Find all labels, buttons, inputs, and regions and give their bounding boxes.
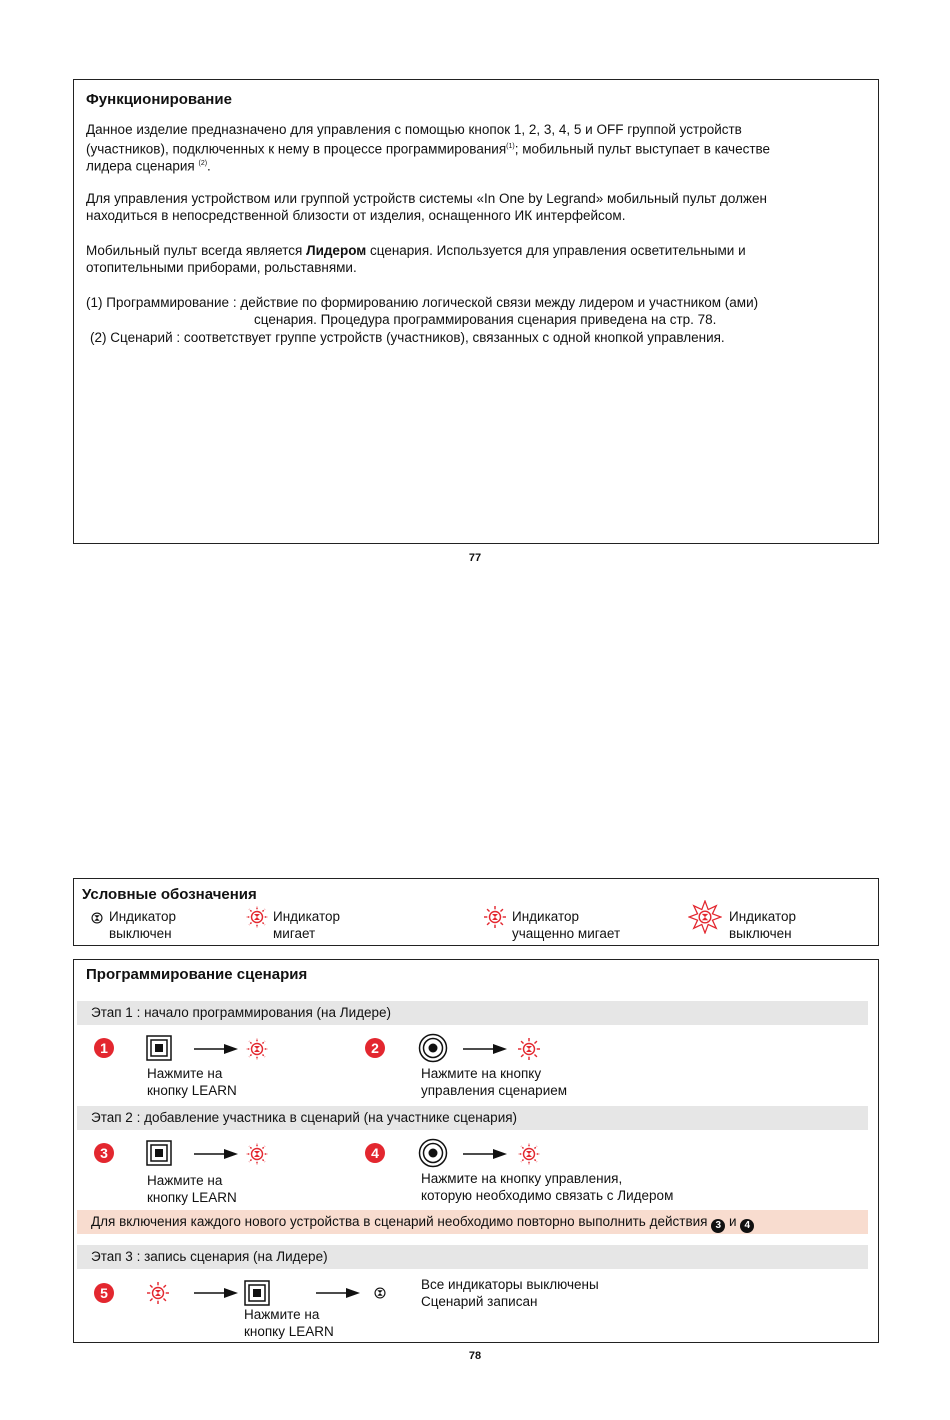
functioning-panel <box>73 79 879 544</box>
arrow-icon <box>194 1288 238 1298</box>
step-5-line-2: кнопку LEARN <box>244 1324 334 1339</box>
legend-item-1-line-1: Индикатор <box>109 909 177 924</box>
led-blinking-icon <box>246 1143 268 1165</box>
arrow-icon <box>316 1288 360 1298</box>
arrow-icon <box>463 1149 507 1159</box>
led-fast-blinking-icon <box>147 1282 169 1304</box>
legend-title: Условные обозначения <box>82 886 257 903</box>
step-1-line-2: кнопку LEARN <box>147 1083 237 1098</box>
learn-button-icon <box>244 1280 270 1306</box>
step-4-badge: 4 <box>365 1143 385 1163</box>
step-3-ref-badge: 3 <box>711 1219 725 1233</box>
led-on-icon <box>688 900 722 934</box>
led-fast-blinking-icon <box>484 906 506 928</box>
stage-3-band: Этап 3 : запись сценария (на Лидере) <box>77 1245 868 1269</box>
footnote-1-line-1: (1) Программирование : действие по формированию логической связи между лидером и участником (ами) <box>86 295 759 310</box>
step-1-line-1: Нажмите на <box>147 1066 223 1081</box>
step-5-line-1: Нажмите на <box>244 1307 320 1322</box>
arrow-icon <box>194 1149 238 1159</box>
paragraph-1-line-2-text-b: ; мобильный пульт выступает в качестве <box>514 141 771 157</box>
page-number-77: 77 <box>468 552 482 564</box>
led-fast-blinking-icon <box>518 1038 540 1060</box>
step-5-result-line-1: Все индикаторы выключены <box>421 1277 599 1292</box>
footnote-1-line-2: сценария. Процедура программирования сценария приведена на стр. 78. <box>254 312 717 327</box>
programming-panel <box>73 959 879 1343</box>
legend-item-3-line-1: Индикатор <box>512 909 580 924</box>
paragraph-3-line-1 <box>86 242 746 259</box>
legend-item-4-line-1: Индикатор <box>729 909 797 924</box>
step-2-badge: 2 <box>365 1038 385 1058</box>
legend-item-2-line-1: Индикатор <box>273 909 341 924</box>
stage-1-band: Этап 1 : начало программирования (на Лидере) <box>77 1001 868 1025</box>
paragraph-1-line-3-text-b: . <box>207 158 211 174</box>
learn-button-icon <box>146 1035 172 1061</box>
stage-2-band: Этап 2 : добавление участника в сценарий (на участнике сценария) <box>77 1106 868 1130</box>
legend-item-4-line-2: выключен <box>729 926 792 941</box>
step-2-line-2: управления сценарием <box>421 1083 568 1098</box>
legend-item-3-line-2: учащенно мигает <box>512 926 621 941</box>
paragraph-1-line-1: Данное изделие предназначено для управления с помощью кнопок 1, 2, 3, 4, 5 и OFF группой устройств <box>86 122 742 137</box>
scenario-control-button-icon <box>418 1033 448 1063</box>
step-3-line-1: Нажмите на <box>147 1173 223 1188</box>
led-blinking-icon <box>246 906 268 928</box>
paragraph-1-line-2-text-a: (участников), подключенных к нему в процессе программирования <box>86 141 507 157</box>
paragraph-3-line-2: отопительными приборами, рольставнями. <box>86 260 357 275</box>
repeat-note-band <box>77 1210 868 1234</box>
led-blinking-icon <box>518 1143 540 1165</box>
arrow-icon <box>463 1044 507 1054</box>
paragraph-2-line-1: Для управления устройством или группой устройств системы «In One by Legrand» мобильный пульт должен <box>86 191 767 206</box>
footnote-ref-2: (2) <box>198 160 208 167</box>
step-2-line-1: Нажмите на кнопку <box>421 1066 542 1081</box>
paragraph-2-line-2: находиться в непосредственной близости от изделия, оснащенного ИК интерфейсом. <box>86 208 626 223</box>
led-blinking-icon <box>246 1038 268 1060</box>
step-5-badge: 5 <box>94 1283 114 1303</box>
paragraph-1-line-3-text-a: лидера сценария <box>86 158 199 174</box>
step-5-result-line-2: Сценарий записан <box>421 1294 538 1309</box>
paragraph-1-line-3 <box>86 155 211 175</box>
scenario-control-button-icon <box>418 1138 448 1168</box>
page-number-78: 78 <box>468 1350 482 1362</box>
legend-item-2-line-2: мигает <box>273 926 316 941</box>
arrow-icon <box>194 1044 238 1054</box>
step-4-line-1: Нажмите на кнопку управления, <box>421 1171 623 1186</box>
leader-bold-term: Лидером <box>306 243 367 258</box>
step-3-line-2: кнопку LEARN <box>147 1190 237 1205</box>
programming-title: Программирование сценария <box>86 966 308 983</box>
legend-item-1-line-2: выключен <box>109 926 172 941</box>
legend-panel <box>73 878 879 946</box>
led-off-icon <box>371 1284 389 1302</box>
repeat-note-text-mid: и <box>725 1214 741 1229</box>
learn-button-icon <box>146 1140 172 1166</box>
step-4-line-2: которую необходимо связать с Лидером <box>421 1188 674 1203</box>
paragraph-3-text-a: Мобильный пульт всегда является <box>86 243 307 258</box>
step-3-badge: 3 <box>94 1143 114 1163</box>
footnote-2: (2) Сценарий : соответствует группе устройств (участников), связанных с одной кнопкой управления. <box>90 330 725 345</box>
step-4-ref-badge: 4 <box>740 1219 754 1233</box>
led-off-icon <box>88 909 106 927</box>
footnote-ref-1: (1) <box>506 143 515 150</box>
repeat-note-text-a: Для включения каждого нового устройства в сценарий необходимо повторно выполнить действия <box>91 1214 712 1229</box>
section-title-functioning: Функционирование <box>86 91 232 108</box>
paragraph-3-text-b: сценария. Используется для управления осветительными и <box>366 243 746 258</box>
step-1-badge: 1 <box>94 1038 114 1058</box>
